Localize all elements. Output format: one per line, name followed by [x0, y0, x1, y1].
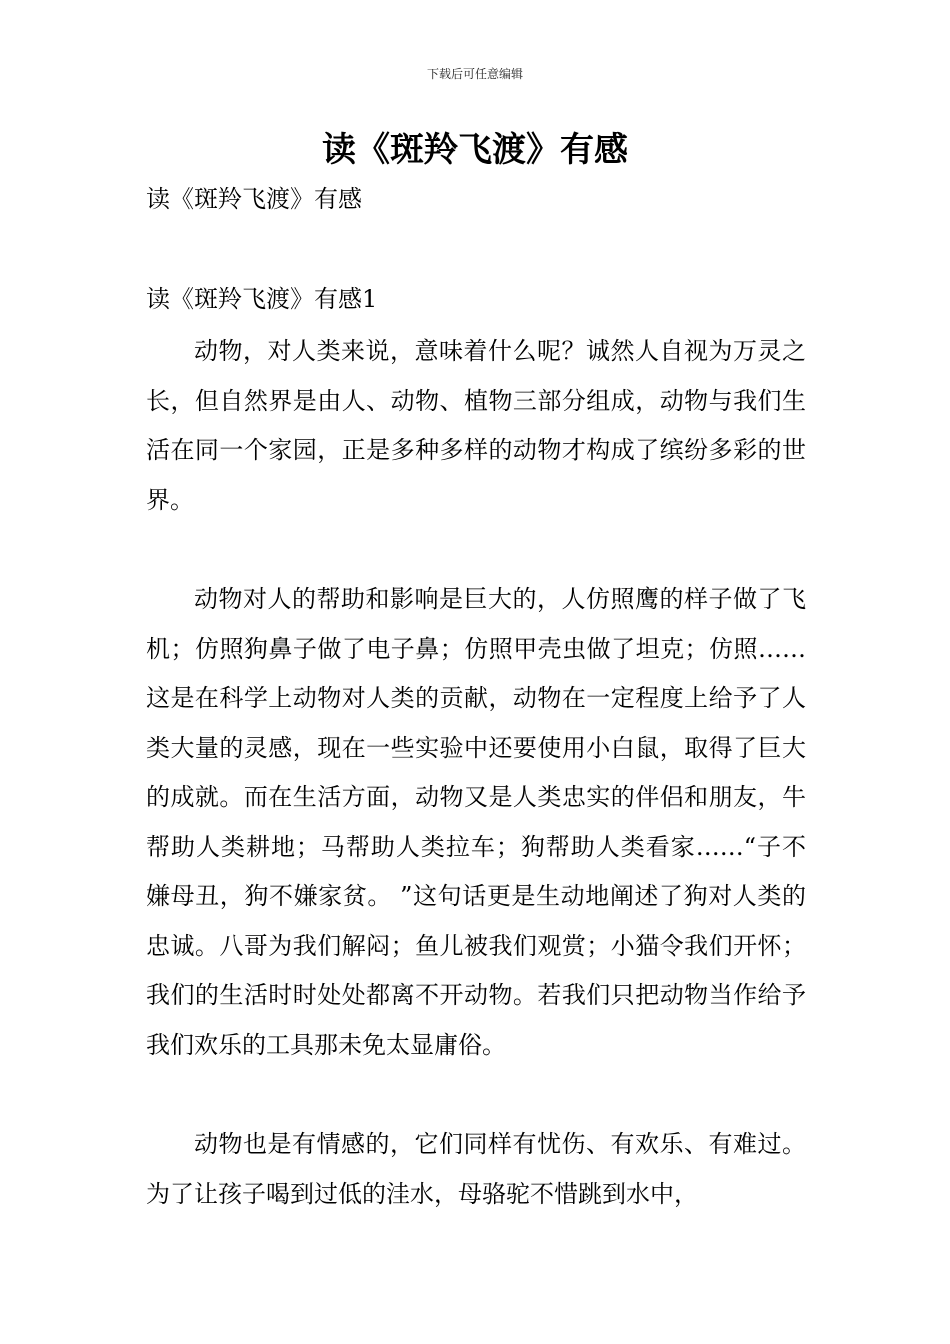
- page-header: 下载后可任意编辑: [426, 67, 523, 81]
- document-title: 读《斑羚飞渡》有感: [322, 130, 628, 170]
- section-heading: 读《斑羚飞渡》有感1: [146, 285, 378, 313]
- document-subtitle: 读《斑羚飞渡》有感: [146, 185, 362, 213]
- paragraph-3: 动物也是有情感的，它们同样有忧伤、有欢乐、有难过。为了让孩子喝到过低的洼水，母骆驼不惜跳到水中，: [146, 1130, 806, 1208]
- paragraph-1: 动物，对人类来说，意味着什么呢？诚然人自视为万灵之长，但自然界是由人、动物、植物三部分组成，动物与我们生活在同一个家园，正是多种多样的动物才构成了缤纷多彩的世界。: [146, 337, 806, 514]
- paragraph-2: 动物对人的帮助和影响是巨大的，人仿照鹰的样子做了飞机；仿照狗鼻子做了电子鼻；仿照甲壳虫做了坦克；仿照……这是在科学上动物对人类的贡献，动物在一定程度上给予了人类大量的灵感，现在一些实验中还要使用小白鼠，取得了巨大的成就。而在生活方面，动物又是人类忠实的伴侣和朋友，牛帮助人类耕地；马帮助人类拉车；狗帮助人类看家……“子不嫌母丑，狗不嫌家贫。 ”这句话更是生动地阐述了狗对人类的忠诚。八哥为我们解闷；鱼儿被我们观赏；小猫令我们开怀；我们的生活时时处处都离不开动物。若我们只把动物当作给予我们欢乐的工具那未免太显庸俗。: [146, 585, 806, 1059]
